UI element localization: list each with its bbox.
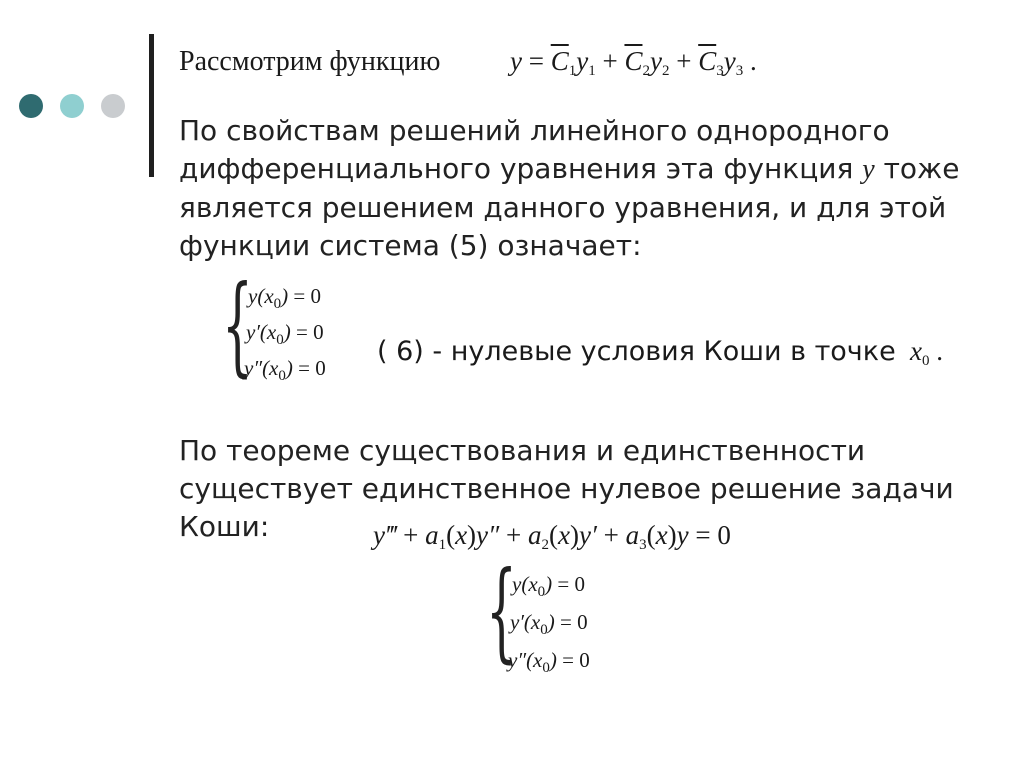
paragraph-1-line: функции система (5) означает: bbox=[179, 229, 642, 262]
inline-var: y bbox=[862, 154, 875, 185]
paragraph-2-line: Коши: bbox=[179, 510, 270, 543]
condition-y-double-prime: $y''(x_0) = 0$ bbox=[244, 356, 326, 384]
vertical-rule bbox=[149, 34, 154, 177]
differential-equation: y‴ + $a_1(x)y'' + a_2(x)y' + a_3(x)y = 0$ bbox=[373, 520, 731, 553]
system-6 bbox=[222, 263, 372, 394]
paragraph-2-line: существует единственное нулевое решение задачи bbox=[179, 472, 954, 505]
condition-y-double-prime: $y''(x_0) = 0$ bbox=[508, 648, 590, 676]
paragraph-1 bbox=[179, 112, 959, 265]
bullet-dot-gray bbox=[101, 94, 125, 118]
condition-y: $y(x_0) = 0$ bbox=[512, 572, 585, 600]
bullet-dot-dark bbox=[19, 94, 43, 118]
left-brace: { bbox=[486, 549, 517, 674]
intro-line bbox=[179, 46, 440, 78]
system-6-point: $x_0$ . bbox=[910, 336, 943, 369]
paragraph-1-line: По свойствам решений линейного однородного bbox=[179, 114, 890, 147]
paragraph-1-line: дифференциального уравнения эта функция y тоже bbox=[179, 152, 960, 185]
condition-y-prime: $y'(x_0) = 0$ bbox=[246, 320, 324, 348]
paragraph-1-line: является решением данного уравнения, и для этой bbox=[179, 191, 947, 224]
condition-y-prime: $y'(x_0) = 0$ bbox=[510, 610, 588, 638]
intro-label: Рассмотрим функцию bbox=[179, 46, 441, 77]
system-6-note: ( 6) - нулевые условия Коши в точке bbox=[377, 336, 896, 367]
condition-y: $y(x_0) = 0$ bbox=[248, 284, 321, 312]
paragraph-2-line: По теореме существования и единственности bbox=[179, 434, 866, 467]
left-brace: { bbox=[222, 263, 253, 388]
bullet-dot-light bbox=[60, 94, 84, 118]
system-cauchy bbox=[486, 549, 636, 680]
intro-formula: $y = \overline{C}_1y_1 + \overline{C}_2y_2 + \overline{C}_3y_3$ . bbox=[510, 46, 757, 79]
intro-formula-end: . bbox=[749, 46, 757, 76]
